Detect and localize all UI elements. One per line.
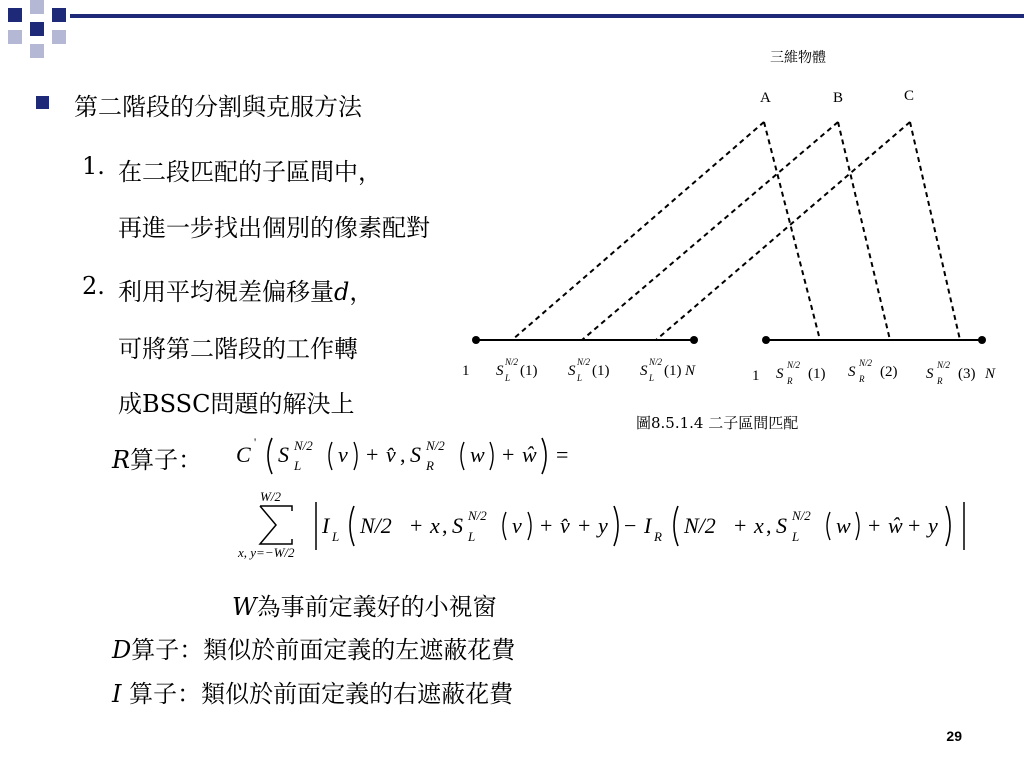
w-window-note [232, 587, 497, 622]
i-text: 算子：類似於前面定義的右遮蔽花費 [129, 680, 514, 708]
formula-n-half-2: N/2 [684, 513, 716, 538]
paren-open-6 [674, 506, 678, 546]
paren-open-3 [461, 442, 464, 470]
right-s-label-2 [848, 358, 898, 384]
formula-plus-1: + [366, 442, 379, 467]
item2-line1-pre: 利用平均視差偏移量 [118, 278, 334, 306]
left-s1-arg: (1) [520, 363, 538, 379]
decor-square-4 [8, 30, 22, 44]
item2-line3 [118, 384, 354, 419]
formula-comma-2: , [442, 513, 448, 538]
formula-w-2: w [836, 513, 851, 538]
header-rule [70, 14, 1024, 18]
i-operator-note [112, 674, 513, 709]
left-s3-sup: N/2 [649, 357, 663, 367]
sum-lower-limit: x, y=−W/2 [238, 545, 295, 560]
paren-close-5 [528, 512, 531, 540]
figure-caption: 圖8.5.1.4 二子區間匹配 [636, 414, 799, 432]
formula-y-1: y [598, 513, 608, 538]
item1-line1: 在二段匹配的子區間中， [118, 158, 382, 186]
right-end-label: N [985, 366, 996, 382]
formula-s3-sup: N/2 [468, 508, 487, 523]
paren-open-1 [268, 438, 272, 474]
left-s-label-1 [496, 357, 538, 383]
right-start-dot [762, 336, 770, 344]
left-s-label-3 [640, 357, 682, 383]
ray-a-right [764, 122, 820, 340]
left-start-dot [472, 336, 480, 344]
formula-n-half-1: N/2 [360, 513, 392, 538]
paren-close-6 [946, 506, 950, 546]
formula-what: ŵ [522, 442, 537, 467]
right-s3: S [926, 366, 934, 382]
formula-x-2: x [754, 513, 764, 538]
matching-diagram [440, 40, 1024, 440]
item2-line3-pre: 成 [118, 390, 142, 418]
object-label: 三維物體 [770, 50, 826, 66]
right-s2-sup: N/2 [859, 358, 873, 368]
formula-s-3: S [452, 513, 463, 538]
page-number: 29 [946, 728, 962, 744]
formula-s-1: S [278, 442, 289, 467]
i-var: I [112, 680, 130, 708]
left-s2-sub: L [577, 373, 583, 383]
formula-comma-3: , [766, 513, 772, 538]
bullet-title: 第二階段的分割與克服方法 [74, 93, 362, 121]
paren-open-7 [827, 512, 830, 540]
formula-s-4: S [776, 513, 787, 538]
right-s2-arg: (2) [880, 364, 898, 380]
item2-line1-post: ， [349, 278, 374, 306]
w-text: 為事前定義好的小視窗 [256, 593, 497, 621]
left-s3-sub: L [649, 373, 655, 383]
paren-close-3 [490, 442, 493, 470]
decor-square-1 [8, 8, 22, 22]
formula-s1-sup: N/2 [294, 438, 313, 453]
paren-close-4 [614, 506, 618, 546]
formula-v-2: v [512, 513, 522, 538]
formula-plus-5: + [578, 513, 591, 538]
left-s2-sup: N/2 [577, 357, 591, 367]
point-c-label: C [904, 88, 915, 104]
r-operator-formula [220, 428, 1010, 568]
item2-number: 2. [82, 272, 105, 300]
right-s-label-1 [776, 360, 826, 386]
r-operator-label [112, 440, 202, 475]
formula-il: I [322, 513, 330, 538]
formula-s-2: S [410, 442, 421, 467]
left-s3: S [640, 363, 648, 379]
formula-v: v [338, 442, 348, 467]
formula-plus-8: + [908, 513, 921, 538]
right-s1: S [776, 366, 784, 382]
paren-close-2 [354, 442, 357, 470]
formula-vhat: v̂ [386, 442, 396, 467]
formula-c-prime: ' [254, 435, 257, 449]
r-operator-text: 算子： [130, 446, 203, 474]
ray-a-left [512, 122, 764, 340]
ray-b-right [838, 122, 890, 340]
item1-number: 1. [82, 152, 105, 180]
formula-vhat-2: v̂ [560, 513, 570, 538]
ray-b-left [582, 122, 838, 340]
formula-w: w [470, 442, 485, 467]
paren-open-2 [329, 442, 332, 470]
formula-s4-sup: N/2 [792, 508, 811, 523]
left-s-label-2 [568, 357, 610, 383]
item2-line1-var: d [334, 278, 350, 306]
sigma-icon [260, 506, 292, 544]
formula-plus-3: + [410, 513, 423, 538]
d-text: 算子：類似於前面定義的左遮蔽花費 [131, 636, 516, 664]
formula-plus-2: + [502, 442, 515, 467]
right-s1-arg: (1) [808, 366, 826, 382]
left-s2-arg: (1) [592, 363, 610, 379]
formula-ir: I [644, 513, 652, 538]
formula-x-1: x [430, 513, 440, 538]
sum-upper-limit: W/2 [260, 489, 281, 504]
decor-square-7 [30, 44, 44, 58]
decor-square-6 [52, 30, 66, 44]
item2-line1 [118, 272, 373, 307]
item2-line3-post: 問題的解決上 [210, 390, 355, 418]
formula-s1-sub: L [294, 458, 302, 473]
right-s3-sup: N/2 [937, 360, 951, 370]
formula-s3-sub: L [468, 529, 476, 544]
formula-plus-6: + [734, 513, 747, 538]
item1-line2: 再進一步找出個別的像素配對 [118, 214, 430, 242]
right-s3-arg: (3) [958, 366, 976, 382]
d-operator-note [112, 630, 515, 665]
point-b-label: B [833, 90, 844, 106]
paren-close-7 [856, 512, 859, 540]
left-s1-sup: N/2 [505, 357, 519, 367]
ray-c-left [656, 122, 910, 340]
decor-square-5 [30, 22, 44, 36]
d-var: D [112, 636, 132, 664]
right-end-dot [978, 336, 986, 344]
paren-open-5 [503, 512, 506, 540]
formula-minus: − [624, 513, 637, 538]
right-start-label: 1 [752, 368, 760, 384]
right-s3-sub: R [937, 376, 943, 386]
item2-line3-bssc: BSSC [142, 390, 211, 418]
formula-equals: = [556, 442, 569, 467]
ray-c-right [910, 122, 960, 340]
formula-plus-7: + [868, 513, 881, 538]
left-s3-arg: (1) [664, 363, 682, 379]
formula-what-2: ŵ [888, 513, 903, 538]
right-s1-sub: R [787, 376, 793, 386]
formula-s2-sup: N/2 [426, 438, 445, 453]
formula-comma: , [400, 442, 406, 467]
r-operator-var: R [112, 446, 131, 474]
item2-line2: 可將第二階段的工作轉 [118, 335, 358, 363]
bullet-square-icon [36, 96, 49, 109]
left-s1: S [496, 363, 504, 379]
formula-s2-sub: R [426, 458, 434, 473]
formula-c: C [236, 442, 251, 467]
left-start-label: 1 [462, 363, 470, 379]
right-s2-sub: R [859, 374, 865, 384]
left-s2: S [568, 363, 576, 379]
formula-plus-4: + [540, 513, 553, 538]
paren-close-1 [542, 438, 546, 474]
right-s-label-3 [926, 360, 976, 386]
left-end-dot [690, 336, 698, 344]
w-var: W [232, 593, 257, 621]
decor-square-3 [52, 8, 66, 22]
formula-s4-sub: L [792, 529, 800, 544]
right-s2: S [848, 364, 856, 380]
right-s1-sup: N/2 [787, 360, 801, 370]
paren-open-4 [350, 506, 354, 546]
formula-il-sub: L [332, 529, 340, 544]
left-s1-sub: L [505, 373, 511, 383]
formula-ir-sub: R [654, 529, 662, 544]
point-a-label: A [760, 90, 771, 106]
decor-square-2 [30, 0, 44, 14]
formula-y-2: y [928, 513, 938, 538]
left-end-label: N [685, 363, 696, 379]
